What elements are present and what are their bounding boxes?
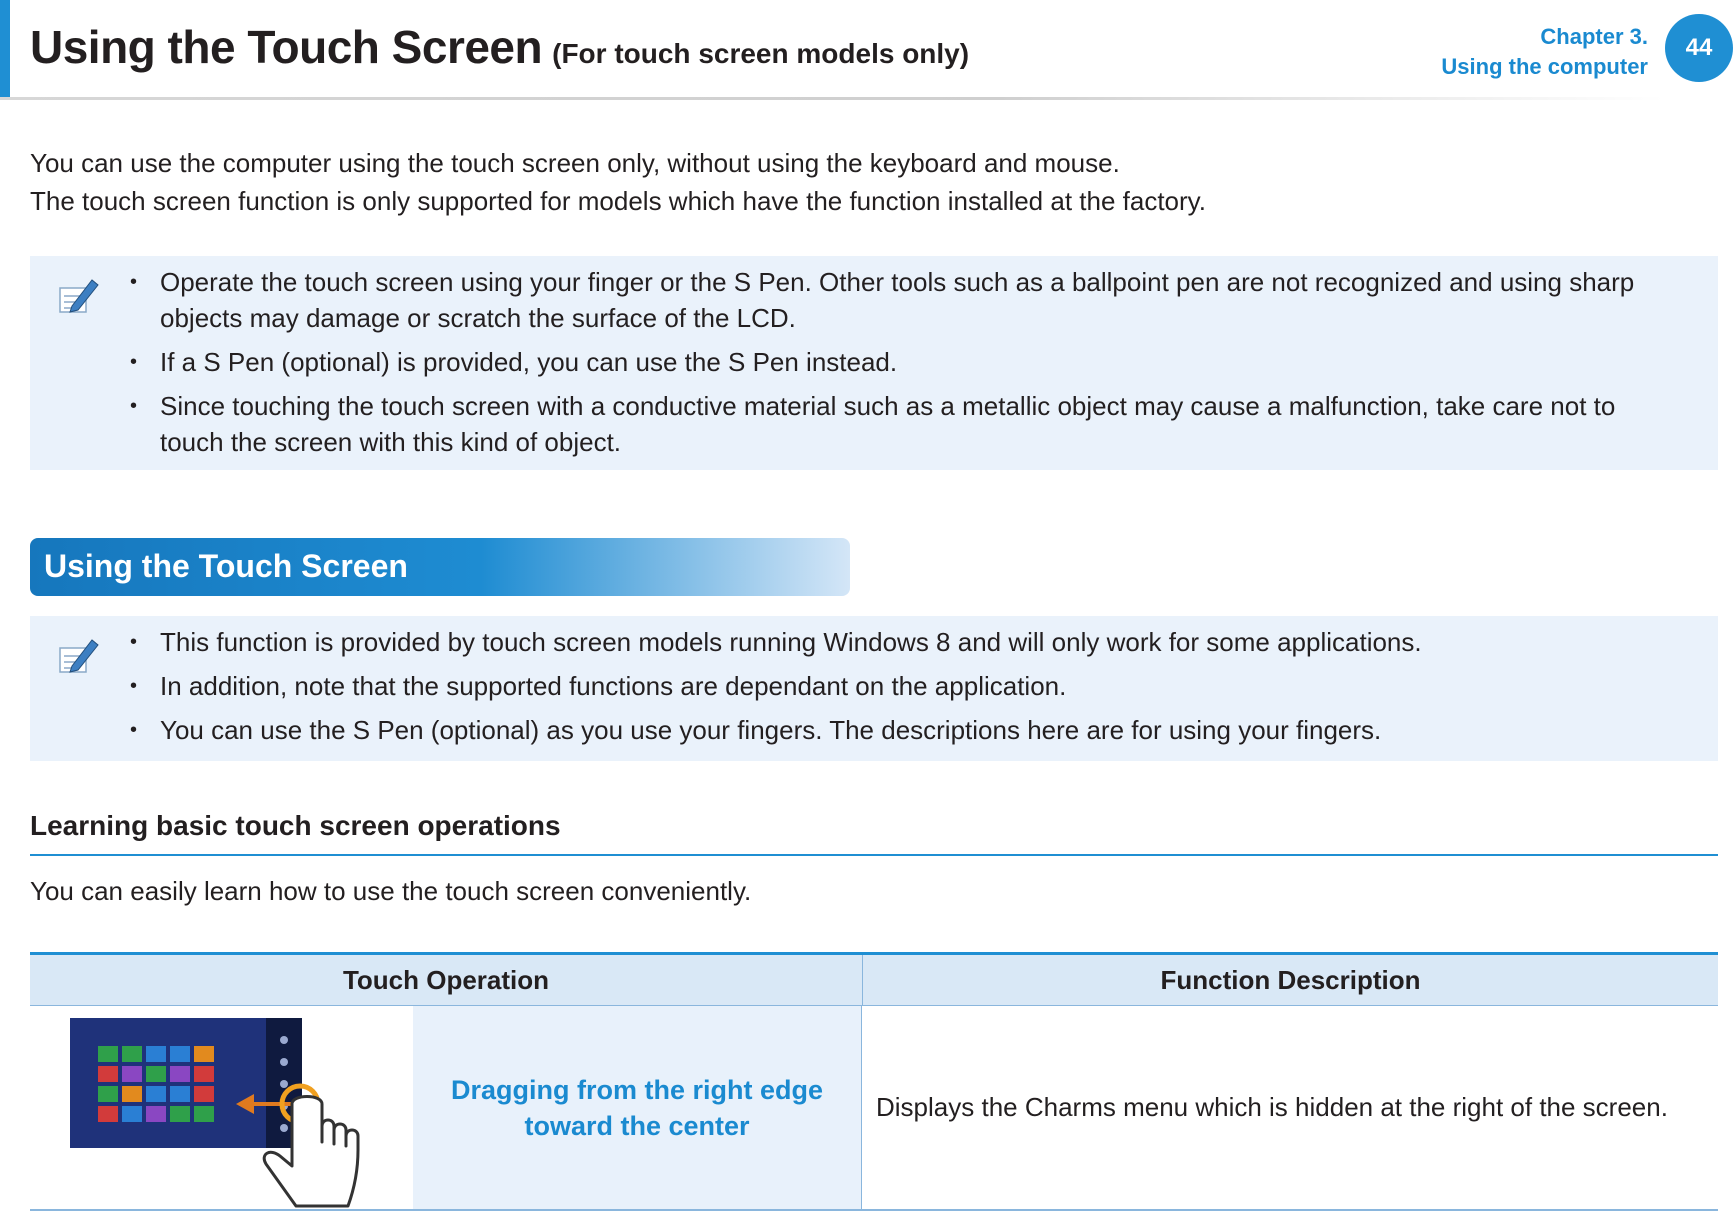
touch-operations-table — [30, 952, 1718, 1211]
table-header-operation: Touch Operation — [30, 955, 863, 1005]
subsection-description: You can easily learn how to use the touch screen conveniently. — [30, 876, 752, 906]
page-number-badge — [1665, 14, 1733, 82]
operation-illustration — [30, 1006, 413, 1209]
note-item: • In addition, note that the supported functions are dependant on the application. — [130, 668, 1678, 704]
note-pencil-icon — [56, 274, 100, 318]
page-number: 44 — [1685, 34, 1713, 61]
note-item: • Operate the touch screen using your finger or the S Pen. Other tools such as a ballpoint pen are not recognized and using sharp objects may damage or scratch the surface of the LCD. — [130, 264, 1678, 336]
note-item: • Since touching the touch screen with a conductive material such as a metallic object may cause a malfunction, take care not to touch the screen with this kind of object. — [130, 388, 1678, 460]
chapter-number: Chapter 3. — [1540, 24, 1648, 49]
note-item: • This function is provided by touch screen models running Windows 8 and will only work for some applications. — [130, 624, 1678, 660]
page-title-note: (For touch screen models only) — [552, 38, 970, 69]
note-item: • If a S Pen (optional) is provided, you can use the S Pen instead. — [130, 344, 1678, 380]
note-list — [130, 624, 1678, 756]
note-box — [30, 616, 1718, 761]
intro-line: You can use the computer using the touch screen only, without using the keyboard and mouse. — [30, 148, 1120, 178]
note-list — [130, 264, 1678, 468]
operation-label: Dragging from the right edge toward the center — [450, 1074, 823, 1141]
header-accent-bar — [0, 0, 10, 98]
table-row — [30, 1006, 1718, 1211]
note-pencil-icon — [56, 634, 100, 678]
intro-line: The touch screen function is only supported for models which have the function installed at the factory. — [30, 186, 1206, 216]
hand-swipe-icon — [230, 1046, 370, 1216]
table-header-row — [30, 955, 1718, 1006]
section-banner — [30, 538, 850, 596]
note-box — [30, 256, 1718, 470]
note-item: • You can use the S Pen (optional) as you use your fingers. The descriptions here are for using your fingers. — [130, 712, 1678, 748]
header-divider — [0, 97, 1665, 100]
subsection-title: Learning basic touch screen operations — [30, 810, 561, 841]
chapter-title: Using the computer — [1441, 54, 1648, 79]
section-title: Using the Touch Screen — [44, 548, 408, 584]
page-title-main: Using the Touch Screen — [30, 21, 543, 73]
subsection-divider — [30, 854, 1718, 856]
intro-text — [30, 144, 1206, 220]
table-header-description: Function Description — [1160, 964, 1421, 995]
chapter-label — [1441, 22, 1648, 82]
description-cell: Displays the Charms menu which is hidden at the right of the screen. — [876, 1092, 1668, 1122]
operation-cell — [413, 1006, 862, 1209]
page-title — [30, 20, 969, 74]
